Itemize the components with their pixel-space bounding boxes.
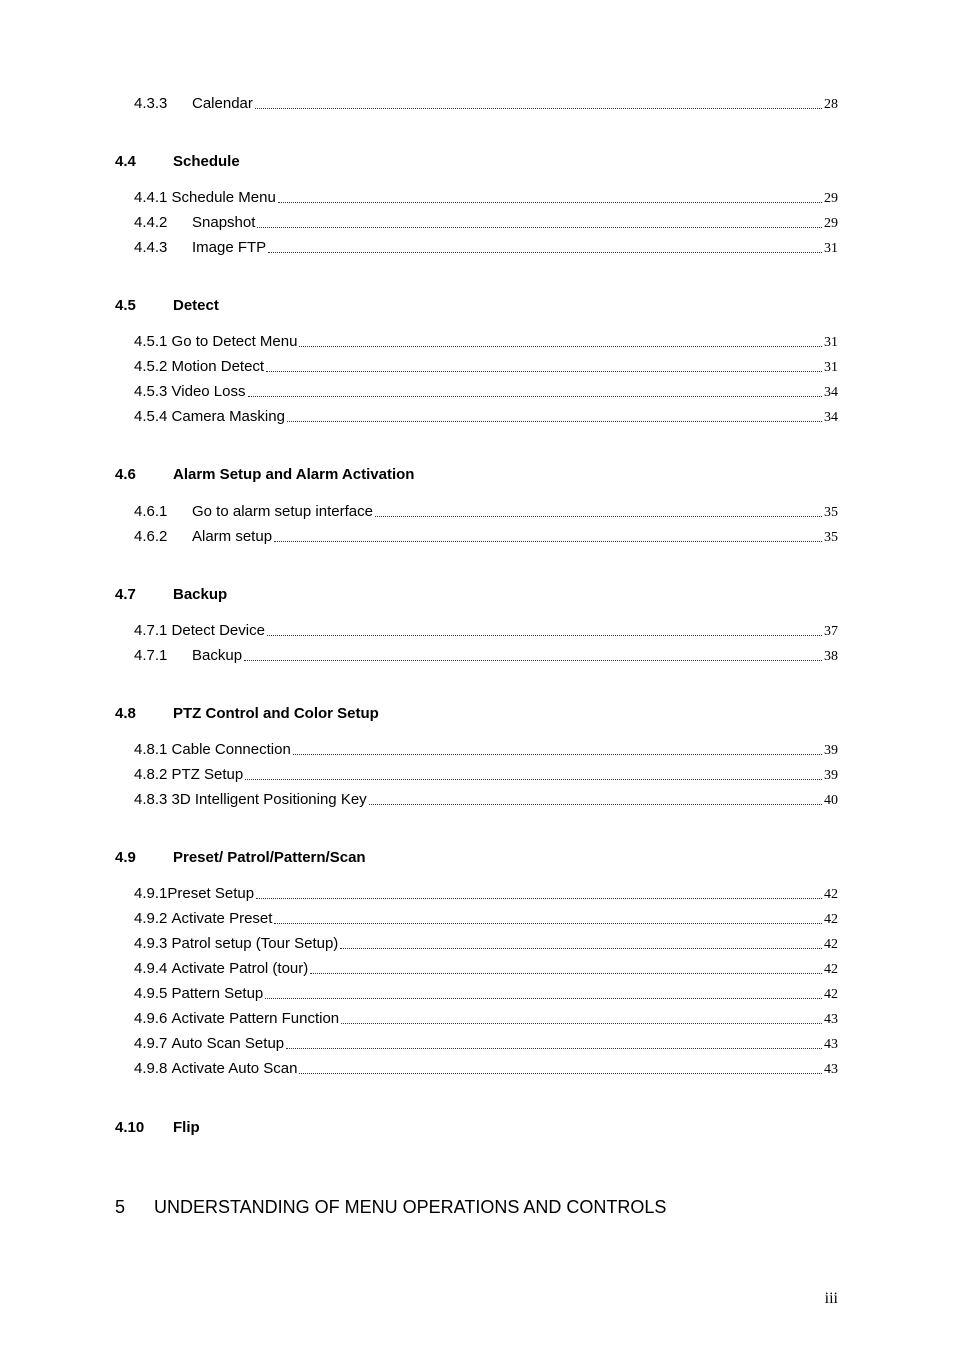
toc-entry-title: 3D Intelligent Positioning Key [171, 791, 367, 808]
toc-entry-title: Backup [192, 647, 243, 664]
toc-entry-4-9-8[interactable] [134, 1059, 838, 1079]
dot-leader [248, 384, 823, 397]
toc-entry-page: 31 [824, 360, 838, 375]
toc-entry-title: Preset Setup [167, 885, 255, 902]
toc-entry-number: 4.9.1 [134, 885, 168, 902]
toc-section-4-8[interactable] [115, 704, 379, 724]
toc-entry-title: Cable Connection [171, 741, 291, 758]
toc-entry-page: 28 [824, 97, 838, 112]
page-number: iii [824, 1290, 838, 1307]
dot-leader [268, 240, 822, 253]
section-number: 4.7 [115, 586, 136, 603]
chapter-title: UNDERSTANDING OF MENU OPERATIONS AND CONTROLS [154, 1197, 667, 1217]
toc-entry-page: 42 [824, 987, 838, 1002]
toc-entry-4-4-2[interactable] [134, 213, 838, 233]
section-title: PTZ Control and Color Setup [173, 705, 379, 722]
toc-entry-title: Detect Device [171, 622, 265, 639]
toc-entry-4-8-1[interactable] [134, 740, 838, 760]
section-title: Detect [173, 297, 219, 314]
toc-entry-page: 34 [824, 410, 838, 425]
toc-entry-number: 4.9.4 [134, 960, 168, 977]
toc-entry-number: 4.3.3 [134, 95, 168, 112]
toc-entry-title: Pattern Setup [171, 985, 264, 1002]
toc-entry-number: 4.6.2 [134, 528, 168, 545]
toc-entry-4-3-3[interactable] [134, 94, 838, 114]
toc-entry-4-9-6[interactable] [134, 1009, 838, 1029]
toc-entry-title: Go to Detect Menu [171, 333, 298, 350]
toc-section-4-9[interactable] [115, 848, 366, 868]
toc-entry-number: 4.6.1 [134, 503, 168, 520]
toc-entry-page: 40 [824, 793, 838, 808]
toc-entry-4-5-2[interactable] [134, 357, 838, 377]
section-title: Flip [173, 1119, 200, 1136]
section-title: Alarm Setup and Alarm Activation [173, 466, 415, 483]
toc-entry-page: 42 [824, 937, 838, 952]
toc-entry-number: 4.7.1 [134, 622, 168, 639]
toc-entry-number: 4.4.2 [134, 214, 168, 231]
section-number: 4.9 [115, 849, 136, 866]
toc-entry-page: 38 [824, 649, 838, 664]
dot-leader [257, 215, 822, 228]
dot-leader [310, 961, 822, 974]
toc-entry-title: Video Loss [171, 383, 246, 400]
toc-entry-page: 37 [824, 624, 838, 639]
toc-entry-title: Activate Auto Scan [171, 1060, 298, 1077]
toc-entry-title: Activate Preset [171, 910, 273, 927]
toc-entry-number: 4.9.7 [134, 1035, 168, 1052]
toc-entry-number: 4.4.1 [134, 189, 168, 206]
toc-entry-4-5-1[interactable] [134, 332, 838, 352]
toc-entry-4-9-1[interactable] [134, 884, 838, 904]
toc-entry-title: Snapshot [192, 214, 256, 231]
toc-entry-page: 42 [824, 887, 838, 902]
toc-entry-4-9-7[interactable] [134, 1034, 838, 1054]
dot-leader [266, 359, 822, 372]
section-title: Backup [173, 586, 228, 603]
dot-leader [274, 911, 822, 924]
toc-entry-title: Go to alarm setup interface [192, 503, 373, 520]
toc-section-4-5[interactable] [115, 296, 219, 316]
toc-entry-number: 4.5.3 [134, 383, 168, 400]
section-number: 4.4 [115, 153, 136, 170]
dot-leader [369, 792, 822, 805]
section-title: Preset/ Patrol/Pattern/Scan [173, 849, 366, 866]
toc-entry-4-4-3[interactable] [134, 238, 838, 258]
dot-leader [340, 936, 822, 949]
toc-entry-title: Image FTP [192, 239, 267, 256]
toc-entry-number: 4.8.1 [134, 741, 168, 758]
toc-entry-4-5-3[interactable] [134, 382, 838, 402]
toc-entry-page: 43 [824, 1012, 838, 1027]
toc-entry-title: Motion Detect [171, 358, 265, 375]
toc-section-4-10[interactable] [115, 1118, 200, 1138]
section-number: 4.8 [115, 705, 136, 722]
toc-entry-page: 29 [824, 191, 838, 206]
chapter-number: 5 [115, 1197, 126, 1217]
toc-entry-number: 4.5.1 [134, 333, 168, 350]
dot-leader [245, 767, 822, 780]
dot-leader [265, 986, 822, 999]
section-number: 4.5 [115, 297, 136, 314]
toc-section-4-7[interactable] [115, 585, 227, 605]
toc-entry-4-4-1[interactable] [134, 188, 838, 208]
toc-entry-4-9-2[interactable] [134, 909, 838, 929]
toc-entry-4-9-5[interactable] [134, 984, 838, 1004]
toc-entry-number: 4.9.6 [134, 1010, 168, 1027]
toc-entry-page: 43 [824, 1062, 838, 1077]
dot-leader [255, 96, 822, 109]
toc-entry-number: 4.9.5 [134, 985, 168, 1002]
section-number: 4.10 [115, 1119, 145, 1136]
toc-entry-number: 4.5.4 [134, 408, 168, 425]
dot-leader [256, 886, 822, 899]
dot-leader [299, 1061, 822, 1074]
dot-leader [267, 623, 822, 636]
toc-entry-number: 4.7.1 [134, 647, 168, 664]
toc-entry-page: 35 [824, 530, 838, 545]
dot-leader [293, 742, 822, 755]
dot-leader [341, 1011, 822, 1024]
toc-entry-page: 35 [824, 505, 838, 520]
toc-entry-title: Alarm setup [192, 528, 273, 545]
toc-entry-number: 4.4.3 [134, 239, 168, 256]
toc-entry-4-7-1-backup[interactable] [134, 646, 838, 666]
toc-entry-title: Schedule Menu [171, 189, 276, 206]
toc-section-4-6[interactable] [115, 465, 414, 485]
dot-leader [244, 648, 822, 661]
dot-leader [299, 334, 822, 347]
toc-entry-title: Auto Scan Setup [171, 1035, 285, 1052]
toc-chapter-5[interactable] [115, 1195, 666, 1219]
toc-entry-title: Camera Masking [171, 408, 285, 425]
toc-entry-page: 34 [824, 385, 838, 400]
toc-entry-page: 39 [824, 743, 838, 758]
toc-entry-4-7-1-detect[interactable] [134, 621, 838, 641]
toc-entry-number: 4.9.8 [134, 1060, 168, 1077]
toc-entry-title: Calendar [192, 95, 253, 112]
toc-entry-4-6-2[interactable] [134, 527, 838, 547]
toc-entry-number: 4.9.2 [134, 910, 168, 927]
toc-entry-page: 39 [824, 768, 838, 783]
toc-entry-title: Activate Pattern Function [171, 1010, 340, 1027]
toc-entry-4-9-3[interactable] [134, 934, 838, 954]
toc-entry-4-8-3[interactable] [134, 790, 838, 810]
section-title: Schedule [173, 153, 240, 170]
toc-entry-4-6-1[interactable] [134, 502, 838, 522]
section-number: 4.6 [115, 466, 136, 483]
dot-leader [274, 529, 822, 542]
dot-leader [287, 409, 822, 422]
toc-entry-page: 31 [824, 335, 838, 350]
toc-entry-number: 4.5.2 [134, 358, 168, 375]
dot-leader [278, 190, 822, 203]
toc-entry-page: 29 [824, 216, 838, 231]
toc-entry-page: 42 [824, 912, 838, 927]
toc-entry-4-9-4[interactable] [134, 959, 838, 979]
toc-entry-title: Activate Patrol (tour) [171, 960, 309, 977]
toc-entry-number: 4.8.2 [134, 766, 168, 783]
toc-section-4-4[interactable] [115, 152, 240, 172]
toc-entry-page: 43 [824, 1037, 838, 1052]
toc-entry-page: 31 [824, 241, 838, 256]
toc-entry-title: Patrol setup (Tour Setup) [171, 935, 339, 952]
toc-entry-4-8-2[interactable] [134, 765, 838, 785]
toc-entry-number: 4.9.3 [134, 935, 168, 952]
dot-leader [375, 504, 822, 517]
toc-entry-page: 42 [824, 962, 838, 977]
toc-entry-title: PTZ Setup [171, 766, 244, 783]
toc-entry-number: 4.8.3 [134, 791, 168, 808]
dot-leader [286, 1036, 822, 1049]
toc-entry-4-5-4[interactable] [134, 407, 838, 427]
